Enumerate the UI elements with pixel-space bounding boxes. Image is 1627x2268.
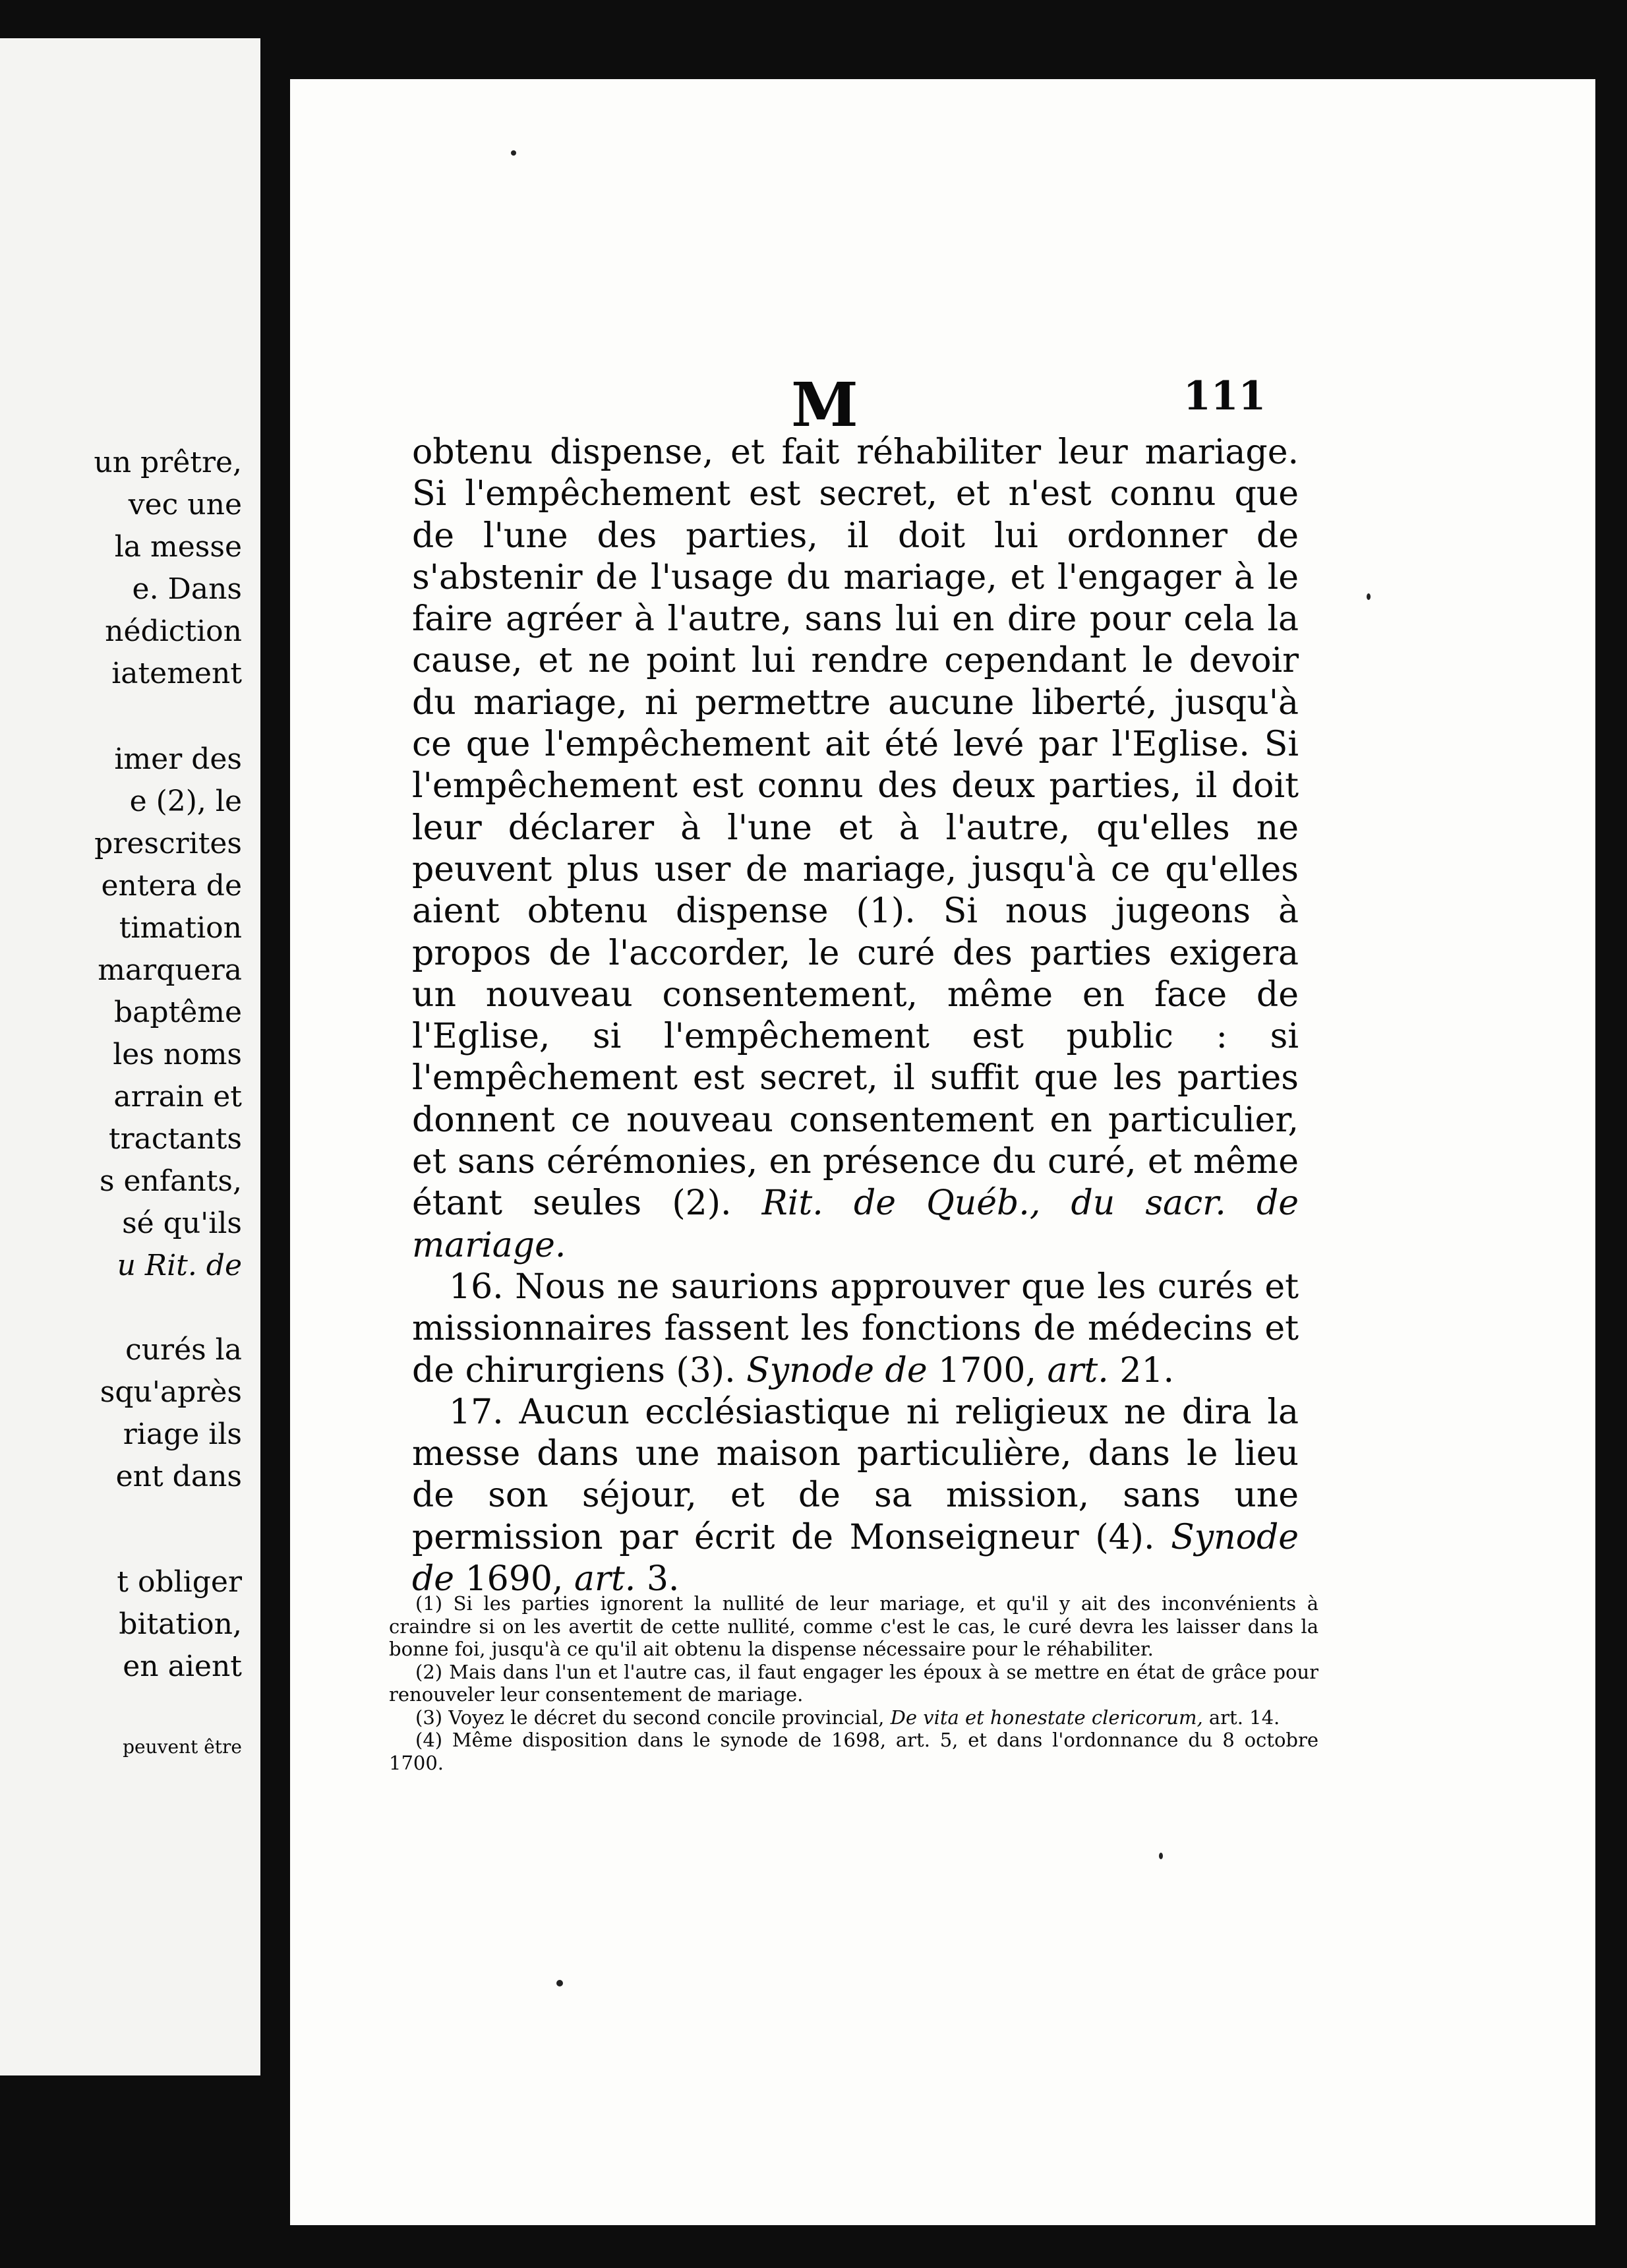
paper-speck xyxy=(556,1980,563,1986)
scan-edge xyxy=(1595,99,1627,2209)
previous-page-fragment xyxy=(0,38,260,2075)
footnotes xyxy=(389,1592,1318,1774)
left-page-line: e. Dans xyxy=(132,572,242,606)
citation-art: art. xyxy=(1047,1350,1109,1390)
citation-art: art. xyxy=(574,1559,636,1599)
footnote-1: (1) Si les parties ignorent la nullité de leur mariage, et qu'il y ait des inconvénients à craindre si on les avertit de cette nullité, comme c'est le cas, le curé devra les laisser dans la bonne foi, jusqu'à ce qu'il ait obtenu la dispense nécessaire pour le réhabiliter. xyxy=(389,1592,1318,1660)
left-page-line: squ'après xyxy=(100,1375,242,1409)
paragraph-17 xyxy=(412,1392,1299,1600)
left-page-line: sé qu'ils xyxy=(122,1207,242,1240)
left-page-line: vec une xyxy=(128,488,242,522)
footnote-text: art. 14. xyxy=(1208,1706,1280,1729)
footnote-2: (2) Mais dans l'un et l'autre cas, il faut engager les époux à se mettre en état de grâce pour renouveler leur consentement de mariage. xyxy=(389,1660,1318,1706)
paper-speck xyxy=(1367,593,1371,600)
citation-year: 1690, xyxy=(465,1559,564,1599)
left-page-line: timation xyxy=(119,911,242,945)
left-page-line: curés la xyxy=(125,1333,242,1367)
citation-year: 1700, xyxy=(938,1350,1037,1390)
left-page-line: baptême xyxy=(113,996,242,1029)
left-page-line: tractants xyxy=(108,1122,242,1156)
paper-speck xyxy=(1159,1853,1163,1859)
left-page-line: la messe xyxy=(114,530,242,564)
page-number: 111 xyxy=(1183,373,1266,419)
left-page-line: iatement xyxy=(111,657,242,690)
book-gutter xyxy=(260,26,287,2136)
left-page-line: prescrites xyxy=(94,827,242,860)
left-page-line: s enfants, xyxy=(99,1164,242,1198)
citation-number: 3. xyxy=(646,1559,680,1599)
left-page-line: marquera xyxy=(98,953,242,987)
left-page-line: un prêtre, xyxy=(94,446,242,479)
paragraph-continuation xyxy=(412,432,1299,1267)
section-letter: M xyxy=(791,369,861,440)
left-page-line: peuvent être xyxy=(123,1736,242,1758)
left-page-line: e (2), le xyxy=(129,785,242,818)
footnote-title: De vita et honestate clericorum, xyxy=(890,1706,1203,1729)
left-page-line: arrain et xyxy=(113,1080,242,1114)
body-text xyxy=(412,432,1299,1600)
running-head xyxy=(290,369,1595,440)
citation-synod: Synode de xyxy=(746,1350,928,1390)
left-page-line: riage ils xyxy=(123,1418,242,1451)
citation: Rit. de Québ., du sacr. de mariage. xyxy=(412,1183,1299,1265)
paragraph-text: 17. Aucun ecclésiastique ni religieux ne dira la messe dans une maison particulière, dans le lieu de son séjour, et de sa mission, sans une permission par écrit de Monseigneur (4). xyxy=(412,1392,1299,1557)
citation-number: 21. xyxy=(1119,1350,1175,1390)
left-page-line: ent dans xyxy=(115,1460,242,1493)
left-page-line: t obliger xyxy=(117,1565,242,1599)
footnote-4: (4) Même disposition dans le synode de 1698, art. 5, et dans l'ordonnance du 8 octobre 1700. xyxy=(389,1729,1318,1774)
page-111 xyxy=(290,79,1595,2225)
left-page-line: les noms xyxy=(113,1038,242,1071)
paragraph-text: obtenu dispense, et fait réhabiliter leur mariage. Si l'empêchement est secret, et n'est connu que de l'une des parties, il doit lui ordonner de s'abstenir de l'usage du mariage, et l'engager à le faire agréer à l'autre, sans lui en dire pour cela la cause, et ne point lui rendre cependant le devoir du mariage, ni permettre aucune liberté, jusqu'à ce que l'empêchement ait été levé par l'Eglise. Si l'empêchement est connu des deux parties, il doit leur déclarer à l'une et à l'autre, qu'elles ne peuvent plus user de mariage, jusqu'à ce qu'elles aient obtenu dispense (1). Si nous jugeons à propos de l'accorder, le curé des parties exigera un nouveau consentement, même en face de l'Eglise, si l'empêchement est public : si l'empêchement est secret, il suffit que les parties donnent ce nouveau consentement en particulier, et sans cérémonies, en présence du curé, et même étant seules (2). xyxy=(412,433,1299,1224)
left-page-line: entera de xyxy=(101,869,242,903)
paragraph-16 xyxy=(412,1267,1299,1392)
footnote-text: (3) Voyez le décret du second concile provincial, xyxy=(415,1706,885,1729)
left-page-line: nédiction xyxy=(105,614,242,648)
left-page-line: bitation, xyxy=(119,1607,242,1641)
footnote-3 xyxy=(389,1706,1318,1729)
paper-speck xyxy=(511,150,516,156)
left-page-line: imer des xyxy=(114,742,242,776)
paragraph-text: 16. Nous ne saurions approuver que les curés et missionnaires fassent les fonctions de médecins et de chirurgiens (3). xyxy=(412,1267,1299,1390)
citation-synod: Synode de xyxy=(412,1517,1299,1599)
left-page-line: en aient xyxy=(123,1650,242,1683)
left-page-line: u Rit. de xyxy=(117,1249,242,1282)
